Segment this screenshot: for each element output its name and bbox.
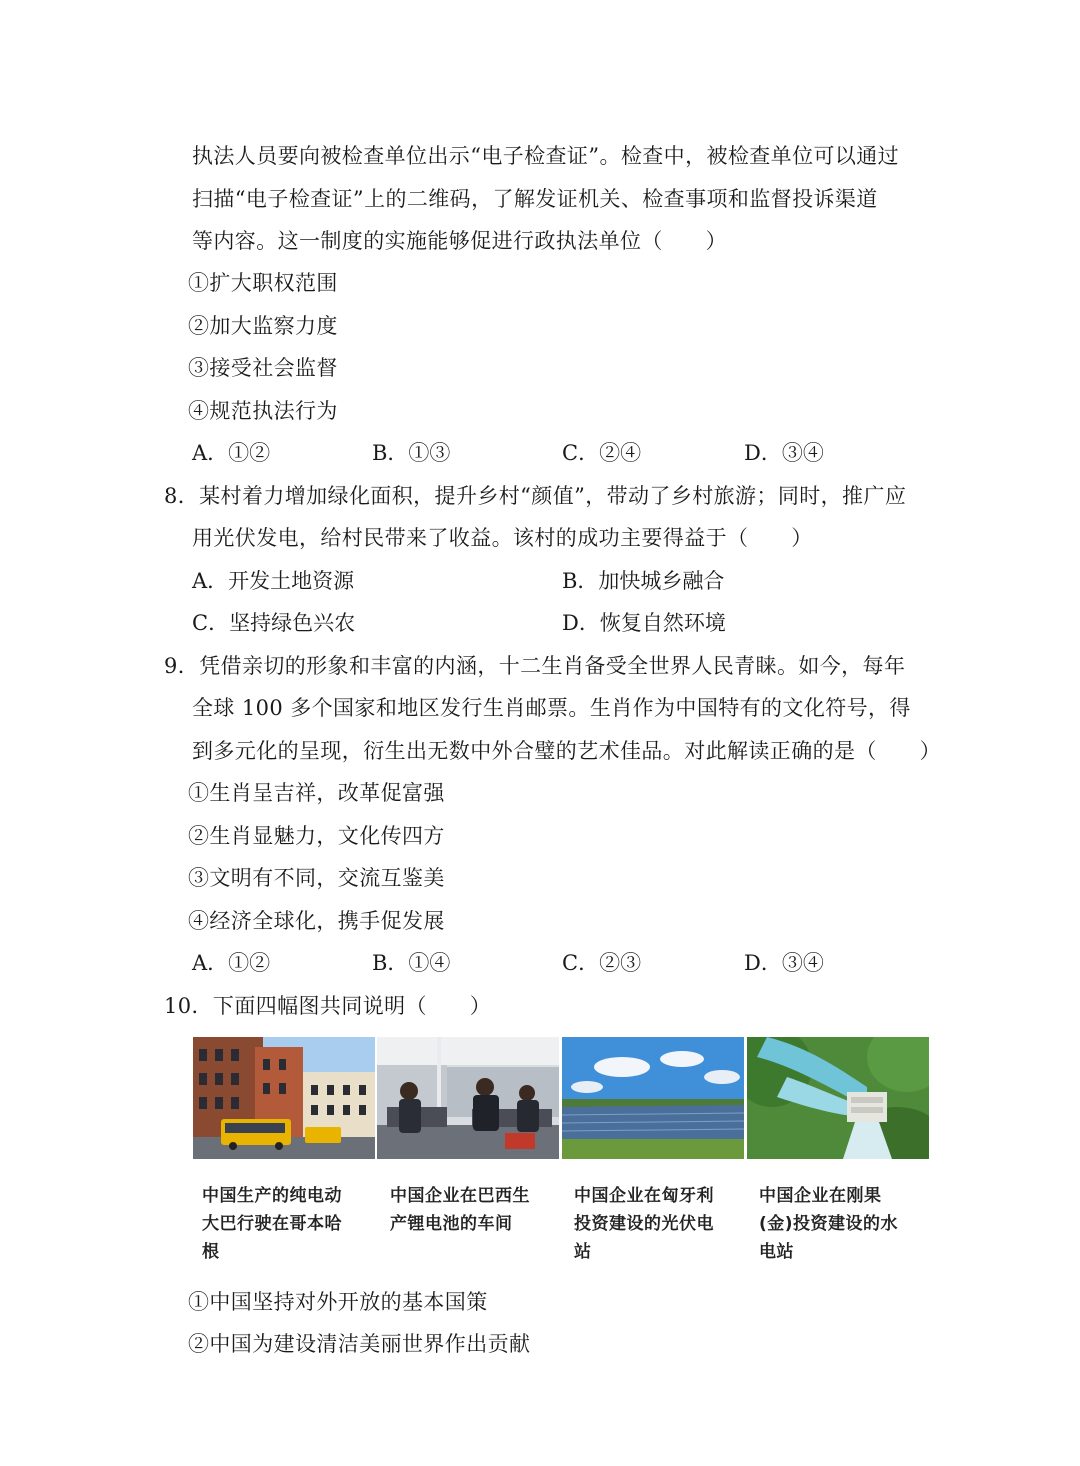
photo-electric-bus-copenhagen	[193, 1037, 375, 1159]
q9-stem-line-3: 到多元化的呈现，衍生出无数中外合璧的艺术佳品。对此解读正确的是（ ）	[192, 739, 941, 763]
q7-stem-line-1: 执法人员要向被检查单位出示“电子检查证”。检查中，被检查单位可以通过	[192, 144, 900, 168]
q10-item-1: ①中国坚持对外开放的基本国策	[188, 1290, 488, 1314]
q9-stem-line-1: 9．凭借亲切的形象和丰富的内涵，十二生肖备受全世界人民青睐。如今，每年	[164, 654, 906, 678]
q8-option-c[interactable]: C．坚持绿色兴农	[192, 611, 356, 635]
caption-line: 电站	[759, 1242, 794, 1262]
q9-option-b[interactable]: B．①④	[372, 951, 451, 975]
caption-photo-4	[759, 1182, 929, 1266]
caption-photo-3	[574, 1182, 744, 1266]
photo-hydropower-station	[747, 1037, 929, 1159]
caption-photo-2	[390, 1182, 560, 1238]
q9-option-c[interactable]: C．②③	[562, 951, 642, 975]
q10-stem: 10．下面四幅图共同说明（ ）	[164, 994, 492, 1018]
q9-stem-line-2: 全球 100 多个国家和地区发行生肖邮票。生肖作为中国特有的文化符号，得	[192, 696, 911, 720]
q7-item-4: ④规范执法行为	[188, 399, 338, 423]
q7-item-2: ②加大监察力度	[188, 314, 338, 338]
q9-option-a[interactable]: A．①②	[192, 951, 271, 975]
caption-line: 投资建设的光伏电	[574, 1214, 714, 1234]
q9-option-d[interactable]: D．③④	[744, 951, 824, 975]
q8-option-b[interactable]: B．加快城乡融合	[562, 569, 725, 593]
caption-line: 中国企业在匈牙利	[574, 1186, 714, 1206]
caption-line: 中国企业在巴西生	[390, 1186, 530, 1206]
q9-item-2: ②生肖显魅力，文化传四方	[188, 824, 445, 848]
caption-line: 大巴行驶在哥本哈	[202, 1214, 342, 1234]
q8-stem-line-2: 用光伏发电，给村民带来了收益。该村的成功主要得益于（ ）	[192, 526, 813, 550]
q8-option-a[interactable]: A．开发土地资源	[192, 569, 355, 593]
q9-item-1: ①生肖呈吉祥，改革促富强	[188, 781, 445, 805]
q7-item-1: ①扩大职权范围	[188, 271, 338, 295]
q10-item-2: ②中国为建设清洁美丽世界作出贡献	[188, 1332, 531, 1356]
q7-item-3: ③接受社会监督	[188, 356, 338, 380]
q7-option-c[interactable]: C．②④	[562, 441, 642, 465]
q7-stem-line-3: 等内容。这一制度的实施能够促进行政执法单位（ ）	[192, 229, 727, 253]
q7-option-b[interactable]: B．①③	[372, 441, 451, 465]
caption-line: 中国生产的纯电动	[202, 1186, 342, 1206]
caption-line: 根	[202, 1242, 220, 1262]
q7-option-d[interactable]: D．③④	[744, 441, 824, 465]
q8-option-d[interactable]: D．恢复自然环境	[562, 611, 726, 635]
q7-stem-line-2: 扫描“电子检查证”上的二维码，了解发证机关、检查事项和监督投诉渠道	[192, 187, 878, 211]
photo-solar-power-station	[562, 1037, 744, 1159]
caption-photo-1	[202, 1182, 372, 1266]
caption-line: 中国企业在刚果	[759, 1186, 882, 1206]
q7-option-a[interactable]: A．①②	[192, 441, 271, 465]
caption-line: (金)投资建设的水	[759, 1214, 899, 1234]
caption-line: 站	[574, 1242, 592, 1262]
q9-item-4: ④经济全球化，携手促发展	[188, 909, 445, 933]
q9-item-3: ③文明有不同，交流互鉴美	[188, 866, 445, 890]
photo-lithium-battery-workshop	[377, 1037, 559, 1159]
q8-stem-line-1: 8．某村着力增加绿化面积，提升乡村“颜值”，带动了乡村旅游；同时，推广应	[164, 484, 907, 508]
caption-line: 产锂电池的车间	[390, 1214, 513, 1234]
